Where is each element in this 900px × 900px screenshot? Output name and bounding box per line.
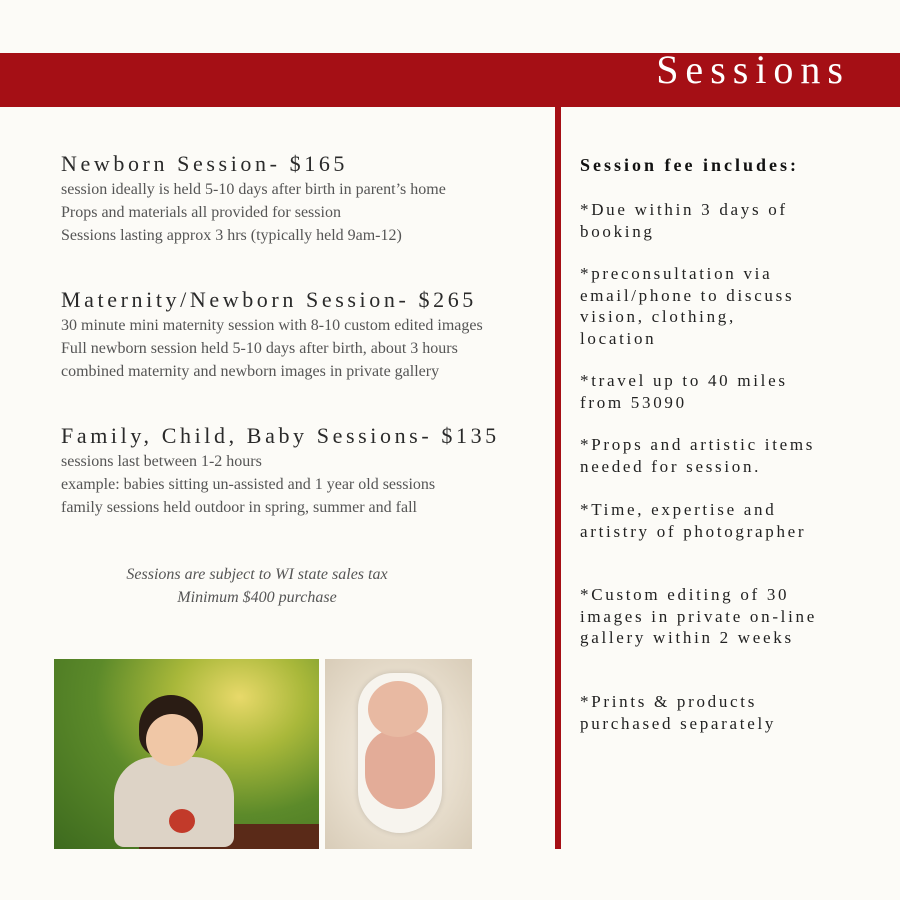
session-title: Maternity/Newborn Session- $265 <box>61 287 477 312</box>
fee-item <box>580 584 817 649</box>
session-detail: example: babies sitting un-assisted and 1 year old sessions <box>61 476 436 493</box>
face-shape <box>146 714 198 766</box>
session-detail: session ideally is held 5-10 days after birth in parent’s home <box>61 181 446 198</box>
session-detail: combined maternity and newborn images in private gallery <box>61 363 440 380</box>
fee-item-line: *preconsultation via <box>580 264 773 283</box>
fee-item-line: *Time, expertise and <box>580 500 777 519</box>
session-detail: family sessions held outdoor in spring, summer and fall <box>61 499 417 516</box>
fee-item-line: gallery within 2 weeks <box>580 628 794 647</box>
newborn-photo <box>325 659 472 849</box>
tax-note-line: Sessions are subject to WI state sales tax <box>126 566 388 583</box>
session-detail: Sessions lasting approx 3 hrs (typically held 9am-12) <box>61 227 402 244</box>
tax-note <box>112 563 402 609</box>
baby-head-shape <box>368 681 428 737</box>
fee-item-line: vision, clothing, <box>580 307 736 326</box>
fee-item-line: *Custom editing of 30 <box>580 585 790 604</box>
session-detail: sessions last between 1-2 hours <box>61 453 262 470</box>
session-detail: 30 minute mini maternity session with 8-10 custom edited images <box>61 317 483 334</box>
fee-item <box>580 263 794 349</box>
fee-item <box>580 499 806 542</box>
session-maternity-newborn <box>61 286 556 383</box>
fee-item-line: purchased separately <box>580 713 777 733</box>
sweater-shape <box>114 757 234 847</box>
fee-item-line: from 53090 <box>580 392 687 412</box>
session-newborn <box>61 150 556 247</box>
session-family-child-baby <box>61 422 556 519</box>
minimum-purchase-line: Minimum $400 purchase <box>177 589 337 606</box>
baby-body-shape <box>365 729 435 809</box>
child-photo <box>54 659 319 849</box>
fee-item-line: *travel up to 40 miles <box>580 371 788 390</box>
fee-item-line: booking <box>580 221 655 241</box>
fee-item-line: images in private on-line <box>580 606 817 626</box>
page-title: Sessions <box>656 47 850 92</box>
fee-item-line: email/phone to discuss <box>580 285 795 305</box>
fee-item-line: artistry of photographer <box>580 521 807 541</box>
fee-item-line: *Due within 3 days of <box>580 200 788 219</box>
fee-item <box>580 370 788 413</box>
fee-item-line: needed for session. <box>580 456 762 476</box>
session-detail: Props and materials all provided for session <box>61 204 341 221</box>
fee-item <box>580 691 776 734</box>
fee-item-line: *Props and artistic items <box>580 435 816 454</box>
fee-item <box>580 199 788 242</box>
session-title: Newborn Session- $165 <box>61 151 349 176</box>
apple-shape <box>169 809 195 833</box>
session-title: Family, Child, Baby Sessions- $135 <box>61 423 500 448</box>
fee-item-line: *Prints & products <box>580 692 758 711</box>
fee-item <box>580 434 815 477</box>
fee-item-line: location <box>580 328 657 348</box>
fee-includes-title: Session fee includes: <box>580 155 800 175</box>
session-detail: Full newborn session held 5-10 days after birth, about 3 hours <box>61 340 458 357</box>
